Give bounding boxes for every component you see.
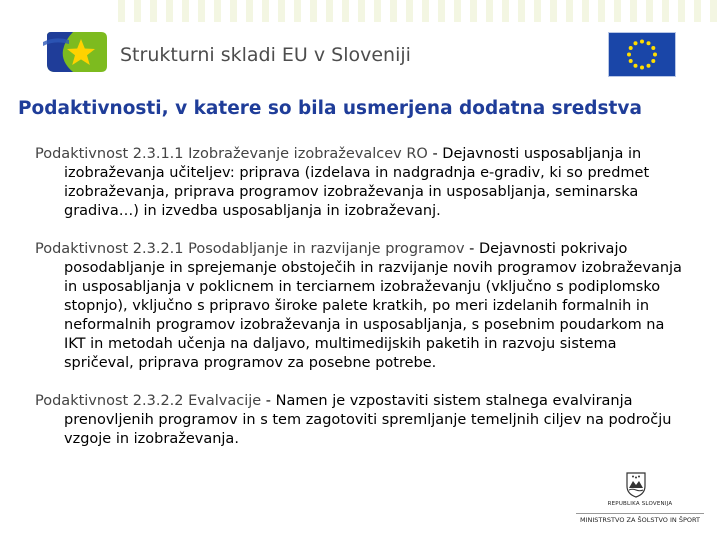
slovenian-coat-of-arms-icon [626, 472, 646, 498]
header-title: Strukturni skladi EU v Sloveniji [120, 44, 411, 66]
ministry-logo [576, 470, 704, 528]
activity-description: - Dejavnosti usposabljanja in izobraževanja učiteljev: priprava (izdelava in nadgradnja e-gradiv, ki so predmet izobraževanja, priprava programov izobraževanja in usposabljanja, seminarska gradiva…) in izvedba usposabljanja in izobraževanj. [64, 146, 650, 219]
activity-description: - Dejavnosti pokrivajo posodabljanje in sprejemanje obstoječih in razvijanje novih programov izobraževanja in usposabljanja v poklicnem in terciarnem izobraževanju (vključno s podiplomsko stopnjo), vključno s pripravo široke palete kratkih, po meri izdelanih formalnih in neformalnih programov izobraževanja in usposabljanja, s posebnim poudarkom na IKT in metodah učenja na daljavo, multimedijskih paketih in razvoju sistema spričeval, priprava programov za posebne potrebe. [64, 241, 682, 371]
activity-description: - Namen je vzpostaviti sistem stalnega evalviranja prenovljenih programov in s tem zagotoviti spremljanje temeljnih ciljev na področju vzgoje in izobraževanja. [64, 393, 672, 447]
activity-paragraph [35, 240, 685, 373]
activity-heading: Podaktivnost 2.3.2.1 Posodabljanje in razvijanje programov [35, 241, 465, 257]
eu-flag-icon [608, 32, 676, 77]
eu-structural-funds-logo-icon [43, 30, 111, 76]
activity-heading: Podaktivnost 2.3.1.1 Izobraževanje izobraževalcev RO [35, 146, 428, 162]
slide-title: Podaktivnosti, v katere so bila usmerjena dodatna sredstva [18, 98, 642, 119]
decorative-top-stripe [118, 0, 720, 22]
activities-list [35, 145, 685, 449]
activity-paragraph [35, 145, 685, 221]
activity-paragraph [35, 392, 685, 449]
ministry-name-label: MINISTRSTVO ZA ŠOLSTVO IN ŠPORT [576, 513, 704, 524]
ministry-republic-label: REPUBLIKA SLOVENIJA [607, 501, 673, 507]
activity-heading: Podaktivnost 2.3.2.2 Evalvacije [35, 393, 262, 409]
